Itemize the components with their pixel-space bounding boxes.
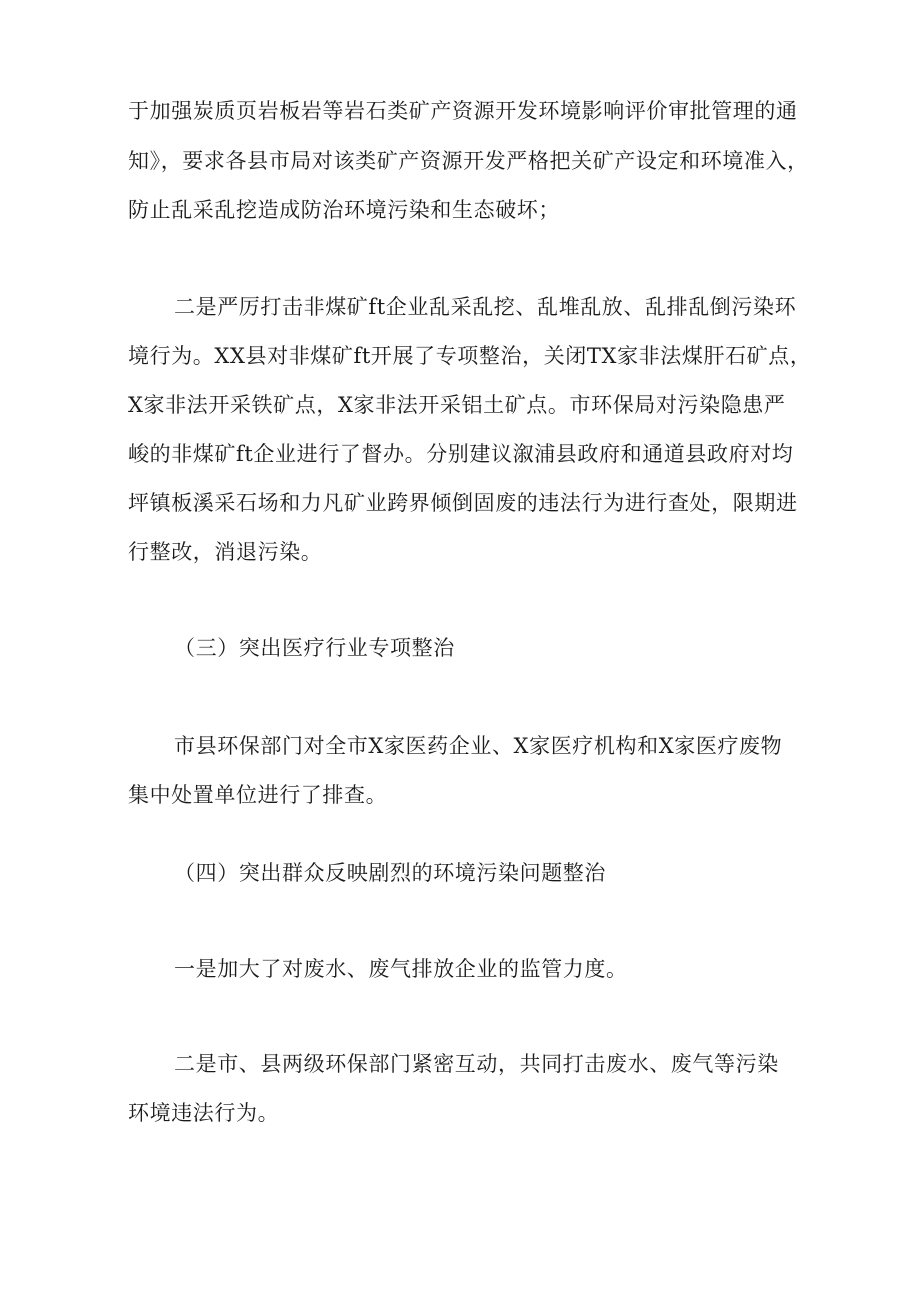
paragraph-2-line-3: X家非法开采铁矿点，X家非法开采铝土矿点。市环保局对污染隐患严 [128, 393, 786, 417]
paragraph-2-line-6: 行整改，消退污染。 [128, 540, 323, 564]
paragraph-cooperation-line-2: 环境违法行为。 [128, 1101, 280, 1125]
paragraph-2-line-1: 二是严厉打击非煤矿ft企业乱采乱挖、乱堆乱放、乱排乱倒污染环 [174, 295, 797, 319]
paragraph-2-line-4: 峻的非煤矿ft企业进行了督办。分别建议溆浦县政府和通道县政府对均 [128, 442, 794, 466]
paragraph-1-line-1: 于加强炭质页岩板岩等岩石类矿产资源开发环境影响评价审批管理的通 [128, 99, 798, 123]
paragraph-2-line-5: 坪镇板溪采石场和力凡矿业跨界倾倒固废的违法行为进行查处，限期进 [128, 491, 798, 515]
paragraph-medical-line-1: 市县环保部门对全市X家医药企业、X家医疗机构和X家医疗废物 [174, 734, 783, 758]
section-heading-3: （三）突出医疗行业专项整治 [174, 636, 455, 660]
paragraph-1-line-2: 知》，要求各县市局对该类矿产资源开发严格把关矿产设定和环境准入， [128, 149, 809, 173]
paragraph-1-line-3: 防止乱采乱挖造成防治环境污染和生态破坏； [128, 198, 560, 222]
paragraph-cooperation-line-1: 二是市、县两级环保部门紧密互动，共同打击废水、废气等污染 [174, 1052, 779, 1076]
paragraph-supervision-line-1: 一是加大了对废水、废气排放企业的监管力度。 [174, 957, 628, 981]
paragraph-medical-line-2: 集中处置单位进行了排查。 [128, 783, 388, 807]
section-heading-4: （四）突出群众反映剧烈的环境污染问题整治 [174, 861, 606, 885]
paragraph-2-line-2: 境行为。XX县对非煤矿ft开展了专项整治，关闭TX家非法煤肝石矿点， [128, 344, 812, 368]
